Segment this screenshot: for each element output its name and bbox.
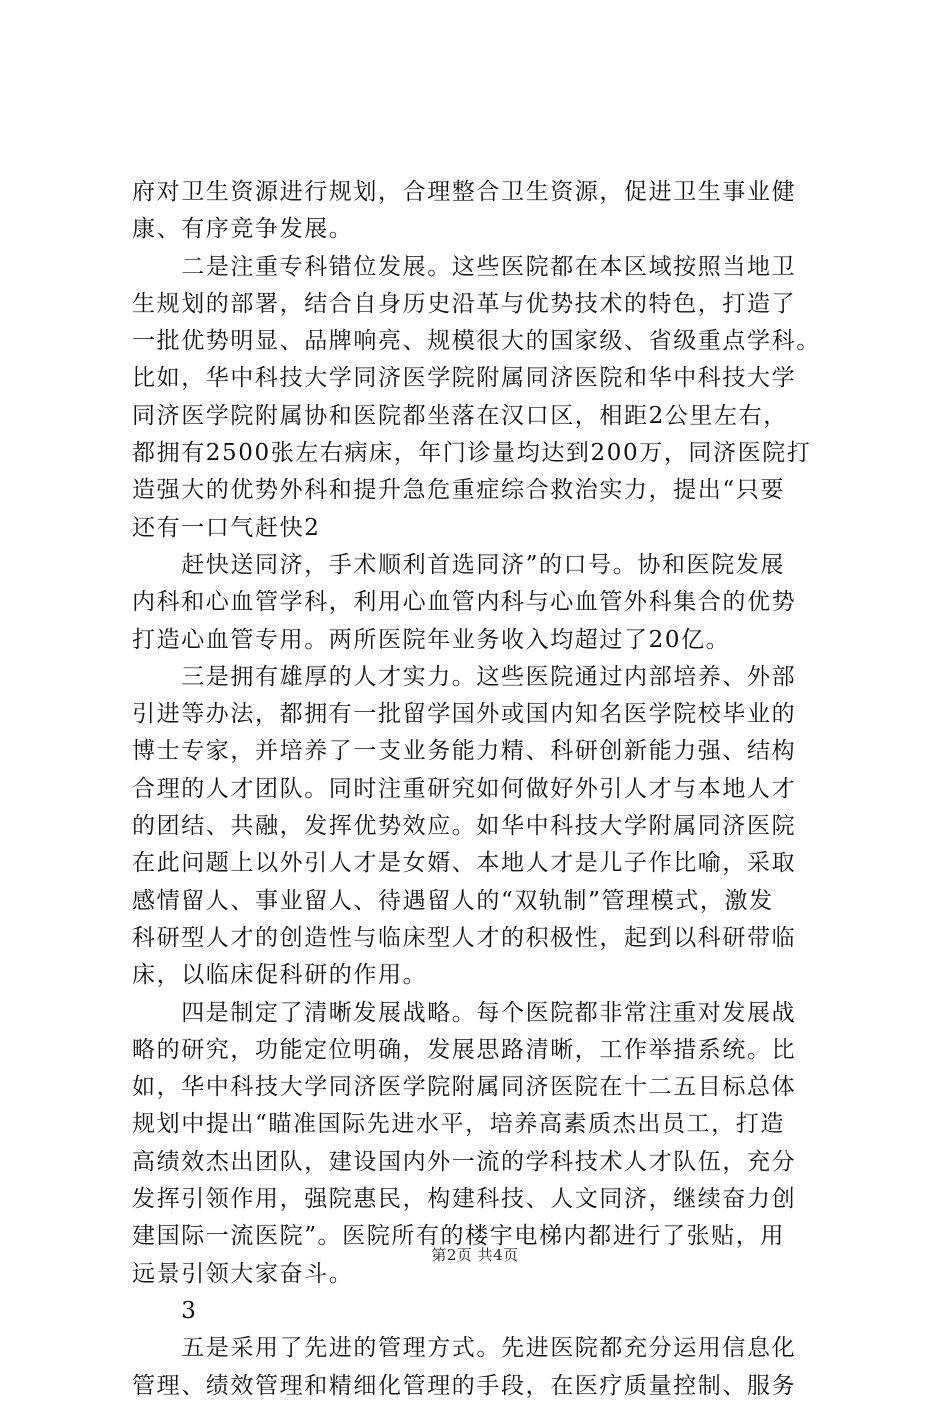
text-line: 生规划的部署，结合自身历史沿革与优势技术的特色，打造了	[132, 290, 797, 317]
text-line: 感情留人、事业留人、待遇留人的“双轨制”管理模式，激发	[132, 887, 774, 914]
text-line: 远景引领大家奋斗。	[132, 1260, 354, 1287]
text-line: 博士专家，并培养了一支业务能力精、科研创新能力强、结构	[132, 738, 797, 765]
document-body	[132, 174, 832, 1405]
text-line: 还有一口气赶快2	[132, 514, 321, 541]
text-line: 康、有序竞争发展。	[132, 216, 354, 243]
text-line: 合理的人才团队。同时注重研究如何做好外引人才与本地人才	[132, 775, 797, 802]
text-line: 府对卫生资源进行规划，合理整合卫生资源，促进卫生事业健	[132, 179, 797, 205]
text-line: 建国际一流医院”。医院所有的楼宇电梯内都进行了张贴，用	[132, 1223, 785, 1250]
text-line: 比如，华中科技大学同济医学院附属同济医院和华中科技大学	[132, 365, 797, 392]
text-line: 五是采用了先进的管理方式。先进医院都充分运用信息化	[132, 1335, 797, 1362]
text-line: 三是拥有雄厚的人才实力。这些医院通过内部培养、外部	[132, 663, 797, 690]
text-line: 赶快送同济，手术顺利首选同济”的口号。协和医院发展	[132, 551, 785, 578]
text-line: 科研型人才的创造性与临床型人才的积极性，起到以科研带临	[132, 924, 797, 951]
text-line: 的团结、共融，发挥优势效应。如华中科技大学附属同济医院	[132, 813, 797, 840]
page-footer: 第2页 共4页	[431, 1246, 519, 1264]
text-line: 管理、绩效管理和精细化管理的手段，在医疗质量控制、服务	[132, 1372, 797, 1399]
text-line: 引进等办法，都拥有一批留学国外或国内知名医学院校毕业的	[132, 701, 797, 728]
text-line: 二是注重专科错位发展。这些医院都在本区域按照当地卫	[132, 253, 797, 280]
text-line: 都拥有2500张左右病床，年门诊量均达到200万，同济医院打	[132, 440, 812, 467]
text-line: 在此问题上以外引人才是女婿、本地人才是儿子作比喻，采取	[132, 850, 797, 877]
text-line: 内科和心血管学科，利用心血管内科与心血管外科集合的优势	[132, 589, 797, 616]
text-line: 同济医学院附属协和医院都坐落在汉口区，相距2公里左右，	[132, 402, 788, 429]
text-line: 如，华中科技大学同济医学院附属同济医院在十二五目标总体	[132, 1074, 797, 1101]
text-line: 打造心血管专用。两所医院年业务收入均超过了20亿。	[132, 626, 731, 653]
text-line: 一批优势明显、品牌响亮、规模很大的国家级、省级重点学科。	[132, 328, 821, 355]
page-number-marker: 3	[132, 1297, 198, 1324]
text-line: 高绩效杰出团队，建设国内外一流的学科技术人才队伍，充分	[132, 1148, 797, 1175]
text-line: 略的研究，功能定位明确，发展思路清晰，工作举措系统。比	[132, 1036, 797, 1063]
text-line: 规划中提出“瞄准国际先进水平，培养高素质杰出员工，打造	[132, 1111, 785, 1138]
text-line: 发挥引领作用，强院惠民，构建科技、人文同济，继续奋力创	[132, 1186, 797, 1213]
text-line: 床，以临床促科研的作用。	[132, 962, 428, 989]
text-line: 四是制定了清晰发展战略。每个医院都非常注重对发展战	[132, 999, 797, 1026]
text-line: 造强大的优势外科和提升急危重症综合救治实力，提出“只要	[132, 477, 785, 504]
